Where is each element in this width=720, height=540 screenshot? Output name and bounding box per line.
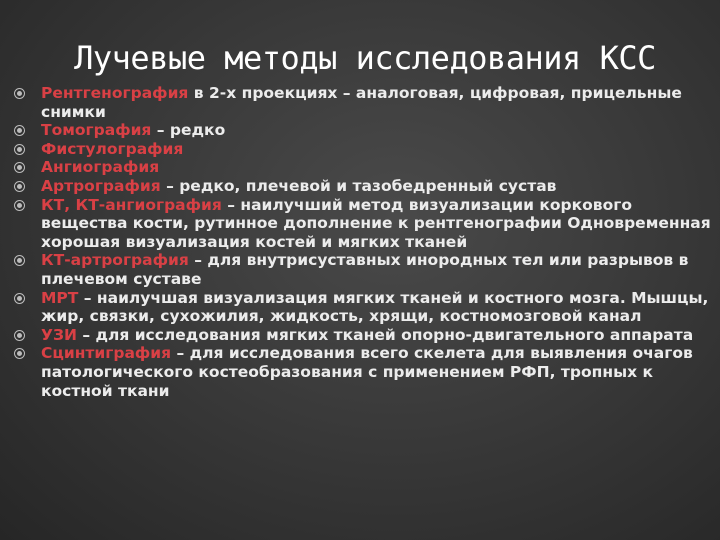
list-item: [14, 251, 714, 288]
method-term: Сцинтиграфия: [41, 344, 172, 363]
method-term: Рентгенография: [41, 84, 189, 102]
method-term: Томография: [41, 121, 152, 140]
method-description: – наилучшая визуализация мягких тканей и костного мозга. Мышцы, жир, связки, сухожилия, жидкость, хрящи, костномозговой канал: [41, 288, 709, 326]
list-item: [14, 158, 714, 177]
method-description: – редко: [151, 121, 226, 140]
method-description: – для исследования всего скелета для выявления очагов патологического костеобразования с применением РФП, тропных к костной ткани: [41, 344, 693, 400]
circle-bullet-icon: [14, 181, 25, 192]
circle-bullet-icon: [14, 88, 25, 99]
method-description: – для исследования мягких тканей опорно-двигательного аппарата: [76, 325, 694, 344]
bullet-list: [14, 84, 714, 400]
method-term: МРТ: [41, 288, 79, 307]
list-item: [14, 344, 714, 400]
circle-bullet-icon: [14, 125, 25, 136]
circle-bullet-icon: [14, 200, 25, 211]
method-term: УЗИ: [41, 325, 77, 344]
list-item: [14, 121, 714, 140]
method-term: КТ-артрография: [41, 251, 189, 270]
list-item: [14, 140, 714, 159]
list-item: [14, 177, 714, 196]
circle-bullet-icon: [14, 255, 25, 266]
circle-bullet-icon: [14, 348, 25, 359]
list-item: [14, 196, 714, 252]
method-description: – для внутрисуставных инородных тел или разрывов в плечевом суставе: [41, 251, 689, 288]
circle-bullet-icon: [14, 144, 25, 155]
list-item: [14, 289, 714, 326]
list-item: [14, 84, 714, 121]
circle-bullet-icon: [14, 293, 25, 304]
method-description: в 2-х проекциях – аналоговая, цифровая, прицельные снимки: [41, 84, 682, 121]
circle-bullet-icon: [14, 330, 25, 341]
method-description: – редко, плечевой и тазобедренный сустав: [160, 176, 557, 195]
method-term: Артрография: [41, 176, 161, 195]
method-term: Фистулография: [41, 139, 184, 158]
slide-title: Лучевые методы исследования КСС: [74, 39, 656, 77]
method-term: Ангиография: [41, 158, 160, 177]
list-item: [14, 326, 714, 345]
circle-bullet-icon: [14, 162, 25, 173]
method-description: – наилучший метод визуализации коркового вещества кости, рутинное дополнение к рентгенографии Одновременная хорошая визуализация костей и мягких тканей: [41, 195, 711, 251]
method-term: КТ, КТ-ангиография: [41, 195, 222, 214]
